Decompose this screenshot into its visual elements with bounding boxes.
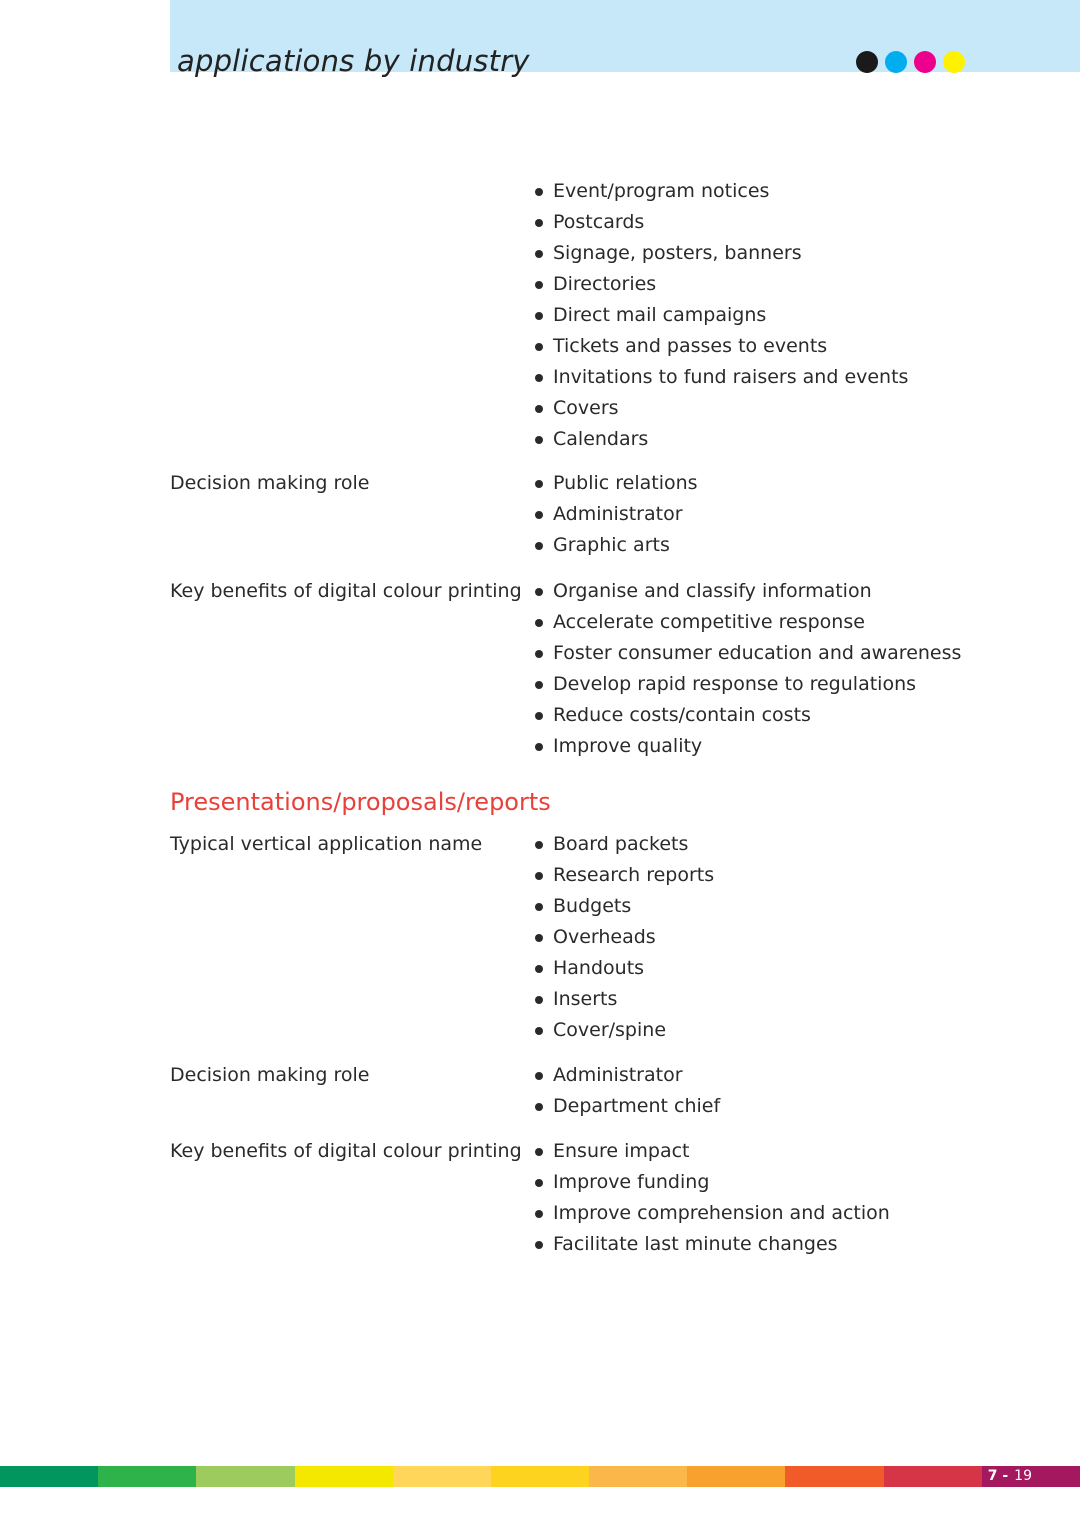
key-benefits-list-1 (535, 576, 961, 762)
bullet-icon (535, 588, 543, 596)
bullet-icon (535, 872, 543, 880)
list-item-text: Ensure impact (553, 1140, 690, 1162)
list-item-text: Invitations to fund raisers and events (553, 366, 909, 388)
list-item (535, 1015, 714, 1046)
decision-role-label-1: Decision making role (170, 472, 370, 494)
bullet-icon (535, 743, 543, 751)
list-item (535, 499, 698, 530)
application-list-1 (535, 176, 908, 455)
list-item-text: Graphic arts (553, 534, 670, 556)
bullet-icon (535, 343, 543, 351)
list-item (535, 176, 908, 207)
list-item (535, 731, 961, 762)
dot-black (856, 51, 878, 73)
list-item (535, 922, 714, 953)
list-item-text: Foster consumer education and awareness (553, 642, 962, 664)
page-title: applications by industry (177, 44, 530, 78)
list-item (535, 576, 961, 607)
list-item-text: Reduce costs/contain costs (553, 704, 811, 726)
bullet-icon (535, 250, 543, 258)
key-benefits-label-2: Key benefits of digital colour printing (170, 1140, 522, 1162)
list-item (535, 1198, 890, 1229)
list-item-text: Tickets and passes to events (553, 335, 828, 357)
list-item (535, 424, 908, 455)
list-item (535, 638, 961, 669)
bullet-icon (535, 281, 543, 289)
footer-color-segment (589, 1466, 687, 1487)
footer-color-segment (393, 1466, 491, 1487)
list-item (535, 891, 714, 922)
bullet-icon (535, 542, 543, 550)
list-item-text: Overheads (553, 926, 656, 948)
list-item-text: Event/program notices (553, 180, 770, 202)
footer-color-segment (785, 1466, 883, 1487)
list-item-text: Improve comprehension and action (553, 1202, 890, 1224)
list-item-text: Calendars (553, 428, 649, 450)
list-item-text: Cover/spine (553, 1019, 667, 1041)
footer-color-segment (687, 1466, 785, 1487)
section-heading-presentations: Presentations/proposals/reports (170, 788, 551, 816)
bullet-icon (535, 511, 543, 519)
bullet-icon (535, 480, 543, 488)
list-item (535, 269, 908, 300)
decision-role-list-1 (535, 468, 698, 561)
list-item (535, 331, 908, 362)
list-item (535, 829, 714, 860)
bullet-icon (535, 996, 543, 1004)
decision-role-label-2: Decision making role (170, 1064, 370, 1086)
list-item-text: Budgets (553, 895, 632, 917)
dot-magenta (914, 51, 936, 73)
list-item-text: Covers (553, 397, 619, 419)
bullet-icon (535, 1148, 543, 1156)
list-item-text: Administrator (553, 503, 683, 525)
footer-color-segment (98, 1466, 196, 1487)
list-item (535, 530, 698, 561)
color-dots (856, 51, 965, 73)
page-number (980, 1466, 1080, 1487)
bullet-icon (535, 1210, 543, 1218)
key-benefits-list-2 (535, 1136, 890, 1260)
bullet-icon (535, 841, 543, 849)
footer-color-segment (0, 1466, 98, 1487)
list-item-text: Facilitate last minute changes (553, 1233, 838, 1255)
list-item (535, 468, 698, 499)
list-item-text: Accelerate competitive response (553, 611, 865, 633)
list-item-text: Postcards (553, 211, 645, 233)
dot-cyan (885, 51, 907, 73)
bullet-icon (535, 934, 543, 942)
bullet-icon (535, 188, 543, 196)
list-item (535, 1091, 720, 1122)
bullet-icon (535, 1072, 543, 1080)
bullet-icon (535, 436, 543, 444)
bullet-icon (535, 903, 543, 911)
list-item (535, 860, 714, 891)
bullet-icon (535, 965, 543, 973)
list-item-text: Public relations (553, 472, 698, 494)
list-item (535, 393, 908, 424)
list-item-text: Signage, posters, banners (553, 242, 802, 264)
list-item (535, 362, 908, 393)
dot-yellow (943, 51, 965, 73)
list-item-text: Department chief (553, 1095, 721, 1117)
list-item (535, 1167, 890, 1198)
bullet-icon (535, 681, 543, 689)
list-item (535, 669, 961, 700)
decision-role-list-2 (535, 1060, 720, 1122)
footer-color-segment (884, 1466, 982, 1487)
bullet-icon (535, 374, 543, 382)
list-item (535, 607, 961, 638)
bullet-icon (535, 1103, 543, 1111)
list-item (535, 300, 908, 331)
list-item-text: Directories (553, 273, 657, 295)
list-item (535, 700, 961, 731)
list-item-text: Administrator (553, 1064, 683, 1086)
list-item (535, 1229, 890, 1260)
bullet-icon (535, 219, 543, 227)
list-item (535, 953, 714, 984)
bullet-icon (535, 619, 543, 627)
vertical-app-list (535, 829, 714, 1046)
list-item-text: Board packets (553, 833, 689, 855)
bullet-icon (535, 405, 543, 413)
bullet-icon (535, 312, 543, 320)
key-benefits-label-1: Key benefits of digital colour printing (170, 580, 522, 602)
footer-color-bar (0, 1466, 1080, 1487)
footer-color-segment (491, 1466, 589, 1487)
bullet-icon (535, 1027, 543, 1035)
list-item-text: Develop rapid response to regulations (553, 673, 917, 695)
list-item-text: Inserts (553, 988, 618, 1010)
list-item (535, 1060, 720, 1091)
list-item-text: Improve funding (553, 1171, 710, 1193)
list-item-text: Organise and classify information (553, 580, 872, 602)
footer-color-segment (295, 1466, 393, 1487)
list-item-text: Research reports (553, 864, 715, 886)
footer-color-segment (196, 1466, 294, 1487)
list-item (535, 1136, 890, 1167)
bullet-icon (535, 1241, 543, 1249)
chapter-number: 7 - (987, 1468, 1009, 1484)
list-item (535, 207, 908, 238)
vertical-app-label: Typical vertical application name (170, 833, 483, 855)
bullet-icon (535, 1179, 543, 1187)
bullet-icon (535, 712, 543, 720)
list-item-text: Handouts (553, 957, 645, 979)
list-item (535, 238, 908, 269)
list-item-text: Direct mail campaigns (553, 304, 767, 326)
list-item (535, 984, 714, 1015)
page-number-value: 19 (1014, 1468, 1032, 1484)
bullet-icon (535, 650, 543, 658)
list-item-text: Improve quality (553, 735, 703, 757)
